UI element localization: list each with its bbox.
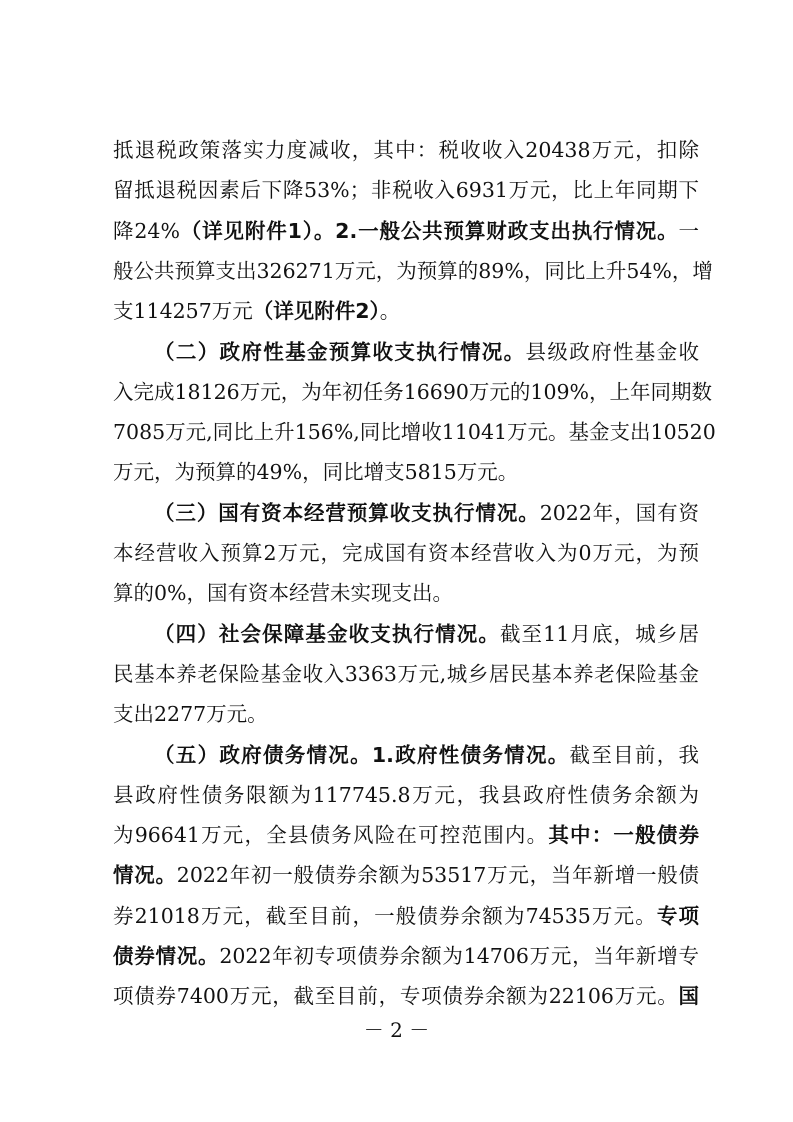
text-line [113,533,699,573]
text-line [113,130,699,170]
text-run: 一 [678,218,699,243]
bold-heading-text: （四）社会保障基金收支执行情况。 [154,621,500,646]
text-run: 般公共预算支出326271万元，为预算的89%，同比上升54%，增 [113,258,713,283]
text-run: 2022年，国有资 [539,500,700,525]
text-line [154,493,699,533]
text-line [113,936,699,976]
text-run: 7085万元,同比上升156%,同比增收11041万元。基金支出10520 [113,420,716,445]
text-line [113,815,699,855]
text-run: 截至目前，我 [569,742,699,767]
text-run: 民基本养老保险基金收入3363万元,城乡居民基本养老保险基金 [113,661,699,686]
text-run: 支出2277万元。 [113,702,268,727]
bold-heading-text: （五）政府债务情况。1.政府性债务情况。 [154,742,570,767]
text-run: 为96641万元，全县债务风险在可控范围内。 [113,823,549,848]
text-run: 项债券7400万元，截至目前，专项债券余额为22106万元。 [113,984,679,1009]
text-run: 留抵退税因素后下降53%；非税收入6931万元，比上年同期下 [113,178,699,203]
bold-heading-text: 情况。 [113,863,177,888]
bold-heading-text: （详见附件2） [252,299,380,324]
text-run: 万元，为预算的49%，同比增支5815万元。 [113,460,519,485]
bold-heading-text: 国 [678,984,699,1009]
text-run: 县政府性债务限额为117745.8万元，我县政府性债务余额为 [113,782,699,807]
text-run: 截至11月底，城乡居 [499,621,699,646]
text-line [113,855,699,895]
bold-heading-text: 债券情况。 [113,944,220,968]
text-run: 2022年初一般债券余额为53517万元，当年新增一般债 [176,863,699,888]
text-line [113,251,713,291]
text-line [113,654,699,694]
page-number: － 2 － [363,1018,430,1042]
text-line [113,976,699,1016]
text-line [154,735,699,775]
text-run: 2022年初专项债券余额为14706万元，当年新增专 [219,944,699,968]
text-line [113,452,699,492]
text-run: 券21018万元，截至目前，一般债券余额为74535万元。 [113,903,657,928]
text-line [113,211,699,251]
text-run: 。 [379,299,401,324]
text-line [113,896,699,936]
text-line [113,694,699,734]
text-line [113,573,699,613]
text-line [113,170,699,210]
text-line [154,332,699,372]
text-run: 县级政府性基金收 [525,339,700,364]
text-run: 算的0%，国有资本经营未实现支出。 [113,581,454,606]
text-line [113,775,699,815]
text-line [113,372,713,412]
bold-heading-text: （详见附件1）。2.一般公共预算财政支出执行情况。 [179,218,679,243]
text-run: 支114257万元 [113,299,253,324]
text-run: 抵退税政策落实力度减收，其中：税收收入20438万元，扣除 [113,138,699,162]
text-line [113,291,699,331]
text-line [113,412,716,452]
bold-heading-text: 专项 [656,903,699,928]
bold-heading-text: （三）国有资本经营预算收支执行情况。 [154,500,540,525]
text-run: 入完成18126万元，为年初任务16690万元的109%，上年同期数 [113,379,713,404]
bold-heading-text: （二）政府性基金预算收支执行情况。 [154,339,526,364]
text-line [154,614,699,654]
text-run: 本经营收入预算2万元，完成国有资本经营收入为0万元，为预 [113,541,699,565]
bold-heading-text: 其中：一般债券 [548,823,700,848]
text-run: 降24% [113,218,180,243]
